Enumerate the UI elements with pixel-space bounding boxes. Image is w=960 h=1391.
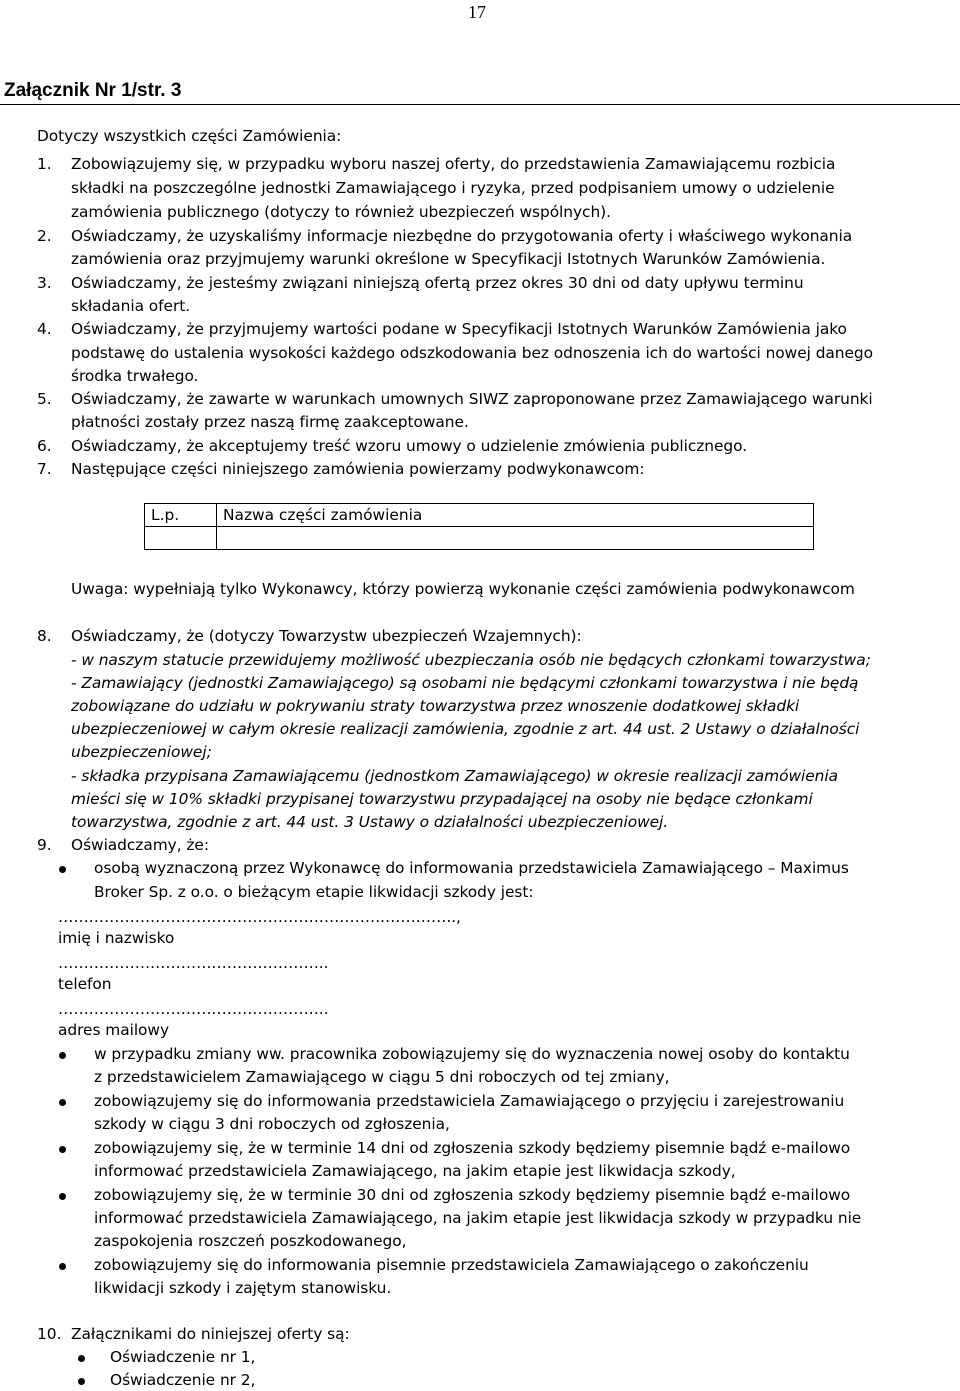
item-10-line: Załącznikami do niniejszej oferty są: [71,1325,350,1343]
table-header-lp: L.p. [145,504,217,527]
bullet-icon [78,1355,85,1362]
email-dots[interactable]: …………………………………………….. [58,1000,329,1018]
bullet-icon [78,1378,85,1385]
attachment-item: Oświadczenie nr 2, [110,1371,256,1389]
item-5-line: płatności zostały przez naszą firmę zaakceptowane. [71,413,469,431]
item-9-bullet-line: w przypadku zmiany ww. pracownika zobowiązujemy się do wyznaczenia nowej osoby do kontaktu [94,1045,850,1063]
item-9-bullet-line: likwidacji szkody i zajętym stanowisku. [94,1279,392,1297]
table-header-row [145,504,814,527]
item-9-bullet-line: zobowiązujemy się do informowania pisemnie przedstawiciela Zamawiającego o zakończeniu [94,1256,809,1274]
item-5-number: 5. [37,390,52,408]
item-8-italic-line: ubezpieczeniowej w całym okresie realizacji zamówienia, zgodnie z art. 44 ust. 2 Ustawy o działalności [71,720,860,738]
item-4-line: podstawę do ustalenia wysokości każdego odszkodowania bez odnoszenia ich do wartości nowej danego [71,344,874,362]
bullet-icon [59,1263,66,1270]
item-3-line: Oświadczamy, że jesteśmy związani niniejszą ofertą przez okres 30 dni od daty upływu terminu [71,274,804,292]
item-9-bullet-line: informować przedstawiciela Zamawiającego, na jakim etapie jest likwidacja szkody w przypadku nie [94,1209,862,1227]
name-label: imię i nazwisko [58,929,175,947]
item-2-line: zamówienia oraz przyjmujemy warunki określone w Specyfikacji Istotnych Warunków Zamówienia. [71,250,826,268]
table-header-part-name: Nazwa części zamówienia [217,504,814,527]
bullet-icon [59,1193,66,1200]
intro-text: Dotyczy wszystkich części Zamówienia: [37,127,342,145]
table-cell-part-name[interactable] [217,527,814,550]
item-8-italic-line: - Zamawiający (jednostki Zamawiającego) są osobami nie będącymi członkami towarzystwa i nie będą [71,674,859,692]
header-rule [0,104,960,105]
subcontract-table [144,503,814,550]
item-8-line: Oświadczamy, że (dotyczy Towarzystw ubezpieczeń Wzajemnych): [71,627,582,645]
attachment-title: Załącznik Nr 1/str. 3 [4,80,182,101]
item-7-line: Następujące części niniejszego zamówienia powierzamy podwykonawcom: [71,460,645,478]
name-dots[interactable]: ……………………………………………………….………….., [58,908,461,926]
item-1-line: Zobowiązujemy się, w przypadku wyboru naszej oferty, do przedstawienia Zamawiającemu rozbicia [71,155,836,173]
item-2-number: 2. [37,227,52,245]
item-8-italic-line: - składka przypisana Zamawiającemu (jednostkom Zamawiającego) w okresie realizacji zamówienia [71,767,838,785]
item-6-line: Oświadczamy, że akceptujemy treść wzoru umowy o udzielenie zmówienia publicznego. [71,437,748,455]
item-9-line: Oświadczamy, że: [71,836,209,854]
item-9-bullet-line: szkody w ciągu 3 dni roboczych od zgłoszenia, [94,1115,450,1133]
table-cell-lp[interactable] [145,527,217,550]
item-8-italic-line: zobowiązane do udziału w pokrywaniu straty towarzystwa przez wnoszenie dodatkowej składki [71,697,800,715]
item-8-number: 8. [37,627,52,645]
item-9-bullet-1-line: Broker Sp. z o.o. o bieżącym etapie likwidacji szkody jest: [94,883,534,901]
item-9-bullet-line: informować przedstawiciela Zamawiającego, na jakim etapie jest likwidacja szkody, [94,1162,736,1180]
item-8-italic-line: - w naszym statucie przewidujemy możliwość ubezpieczania osób nie będących członkami towarzystwa; [71,651,871,669]
bullet-icon [59,1146,66,1153]
item-9-bullet-line: zobowiązujemy się, że w terminie 14 dni od zgłoszenia szkody będziemy pisemnie bądź e-mailowo [94,1139,851,1157]
item-4-line: środka trwałego. [71,367,199,385]
email-label: adres mailowy [58,1021,170,1039]
item-9-number: 9. [37,836,52,854]
item-2-line: Oświadczamy, że uzyskaliśmy informacje niezbędne do przygotowania oferty i właściwego wykonania [71,227,853,245]
table-row [145,527,814,550]
subcontract-note: Uwaga: wypełniają tylko Wykonawcy, którzy powierzą wykonanie części zamówienia podwykonawcom [71,580,855,598]
page-number: 17 [468,2,486,22]
item-8-italic-line: ubezpieczeniowej; [71,743,212,761]
item-4-line: Oświadczamy, że przyjmujemy wartości podane w Specyfikacji Istotnych Warunków Zamówienia jako [71,320,847,338]
item-1-line: zamówienia publicznego (dotyczy to również ubezpieczeń wspólnych). [71,203,611,221]
item-9-bullet-1-line [94,859,954,878]
item-1-number: 1. [37,155,52,173]
bullet-icon [59,1052,66,1059]
item-5-line: Oświadczamy, że zawarte w warunkach umownych SIWZ zaproponowane przez Zamawiającego warunki [71,390,873,408]
item-8-italic-line: mieści się w 10% składki przypisanej towarzystwu przypadającej na osoby nie będące członkami [71,790,813,808]
item-6-number: 6. [37,437,52,455]
item-9-bullet-1-text: osobą wyznaczoną przez Wykonawcę do informowania przedstawiciela Zamawiającego – Maximus [94,859,849,877]
item-9-bullet-line: zobowiązujemy się, że w terminie 30 dni od zgłoszenia szkody będziemy pisemnie bądź e-mailowo [94,1186,851,1204]
item-1-line: składki na poszczególne jednostki Zamawiającego i ryzyka, przed podpisaniem umowy o udzielenie [71,179,835,197]
attachment-item: Oświadczenie nr 1, [110,1348,256,1366]
item-7-number: 7. [37,460,52,478]
phone-label: telefon [58,975,112,993]
item-9-bullet-line: z przedstawicielem Zamawiającego w ciągu 5 dni roboczych od tej zmiany, [94,1068,670,1086]
item-10-number: 10. [37,1325,62,1343]
item-9-bullet-line: zaspokojenia roszczeń poszkodowanego, [94,1232,407,1250]
phone-dots[interactable]: …………………………………………….. [58,954,329,972]
bullet-icon [59,1099,66,1106]
bullet-icon [59,866,66,873]
item-4-number: 4. [37,320,52,338]
item-9-bullet-line: zobowiązujemy się do informowania przedstawiciela Zamawiającego o przyjęciu i zarejestrowaniu [94,1092,845,1110]
item-3-number: 3. [37,274,52,292]
item-3-line: składania ofert. [71,297,191,315]
item-8-italic-line: towarzystwa, zgodnie z art. 44 ust. 3 Ustawy o działalności ubezpieczeniowej. [71,813,669,831]
